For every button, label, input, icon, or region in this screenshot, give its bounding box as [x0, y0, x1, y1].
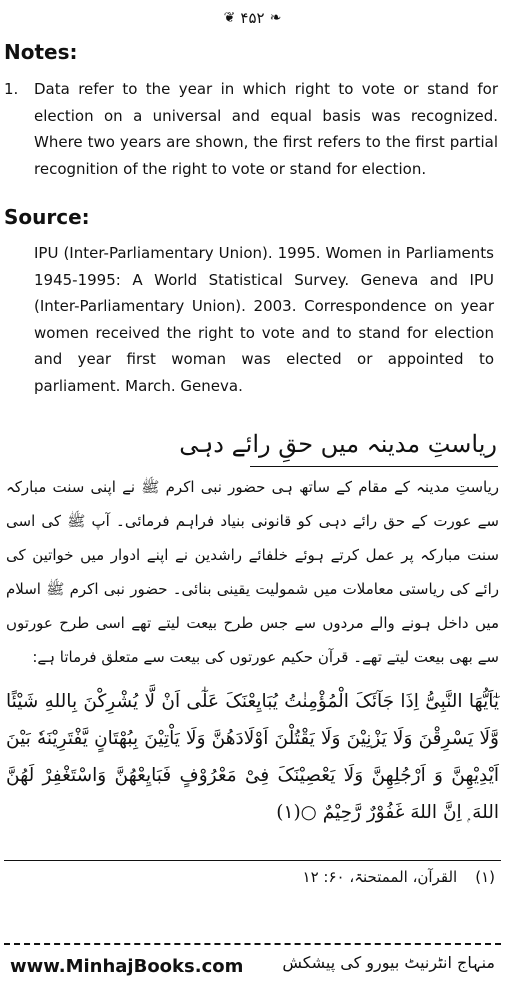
quran-verse: یٰٓاَیُّھَا النَّبِیُّ اِذَا جَآئَکَ الْمُؤْمِنٰتُ یُبَایِعْنَکَ عَلٰٓی اَنْ لَّا یُشْرِکْنَ بِاللهِ شَیْئًا وَّلَا یَسْرِقْنَ وَلَا یَزْنِیْنَ وَلَا یَقْتُلْنَ اَوْلَادَھُنَّ وَلَا یَاْتِیْنَ بِبُھْتَانٍ یَّفْتَرِیْنَهٗ بَیْنَ اَیْدِیْھِنَّ وَ اَرْجُلِھِنَّ وَلَا یَعْصِیْنَکَ فِیْ مَعْرُوْفٍ فَبَایِعْھُنَّ وَاسْتَغْفِرْ لَھُنَّ اللهَ ۭ اِنَّ اللهَ غَفُوْرٌ رَّحِیْمٌ ○(۱) [6, 691, 499, 823]
footnote-text: القرآن، الممتحنۃ، ۶۰: ۱۲ [302, 868, 458, 886]
footer-url-link[interactable]: www.MinhajBooks.com [10, 956, 244, 977]
title-underline [250, 466, 498, 467]
note-text: Data refer to the year in which right to vote or stand for election on a universal and equal basis was recognized. Where two years are shown, the first refers to the first partial recognition of the right to vote or stand for election. [34, 80, 498, 178]
footer-divider [4, 943, 501, 945]
section-title: ریاستِ مدینہ میں حقِ رائے دہی [179, 430, 497, 458]
note-item [4, 76, 498, 182]
notes-list [4, 76, 498, 182]
footer-credit: منہاج انٹرنیٹ بیورو کی پیشکش [282, 953, 495, 972]
footnote-divider [4, 860, 501, 861]
page-number: ۴۵۲ [240, 9, 265, 27]
ornament-right-icon: ❧ [269, 10, 282, 26]
source-text: IPU (Inter-Parliamentary Union). 1995. Women in Parliaments 1945-1995: A World Statistical Survey. Geneva and IPU (Inter-Parliamentary Union). 2003. Correspondence on year women received the right to vote and to stand for election and year first woman was elected or appointed to parliament. March. Geneva. [34, 244, 494, 395]
page-header [0, 4, 505, 32]
page-number-frame [224, 9, 282, 27]
notes-heading: Notes: [4, 40, 78, 64]
footnote [303, 868, 495, 886]
section-body: ریاستِ مدینہ کے مقام کے ساتھ ہی حضور نبی اکرم ﷺ نے اپنی سنت مبارکہ سے عورت کے حق رائے دہی کو قانونی بنیاد فراہم فرمائی۔ آپ ﷺ کی اسی سنت مبارکہ پر عمل کرتے ہوئے خلفائے راشدین نے اپنے ادوار میں خواتین کی رائے کی ریاستی معاملات میں شمولیت یقینی بنائی۔ حضور نبی اکرم ﷺ اسلام میں داخل ہونے والے مردوں سے جس طرح بیعت لیتے تھے اسی طرح عورتوں سے بھی بیعت لیتے تھے۔ قرآن حکیم عورتوں کی بیعت سے متعلق فرماتا ہے: [6, 478, 499, 666]
note-number: 1. [4, 80, 19, 98]
ornament-left-icon: ❦ [223, 10, 236, 26]
source-heading: Source: [4, 205, 90, 229]
footnote-marker: (۱) [475, 868, 495, 886]
